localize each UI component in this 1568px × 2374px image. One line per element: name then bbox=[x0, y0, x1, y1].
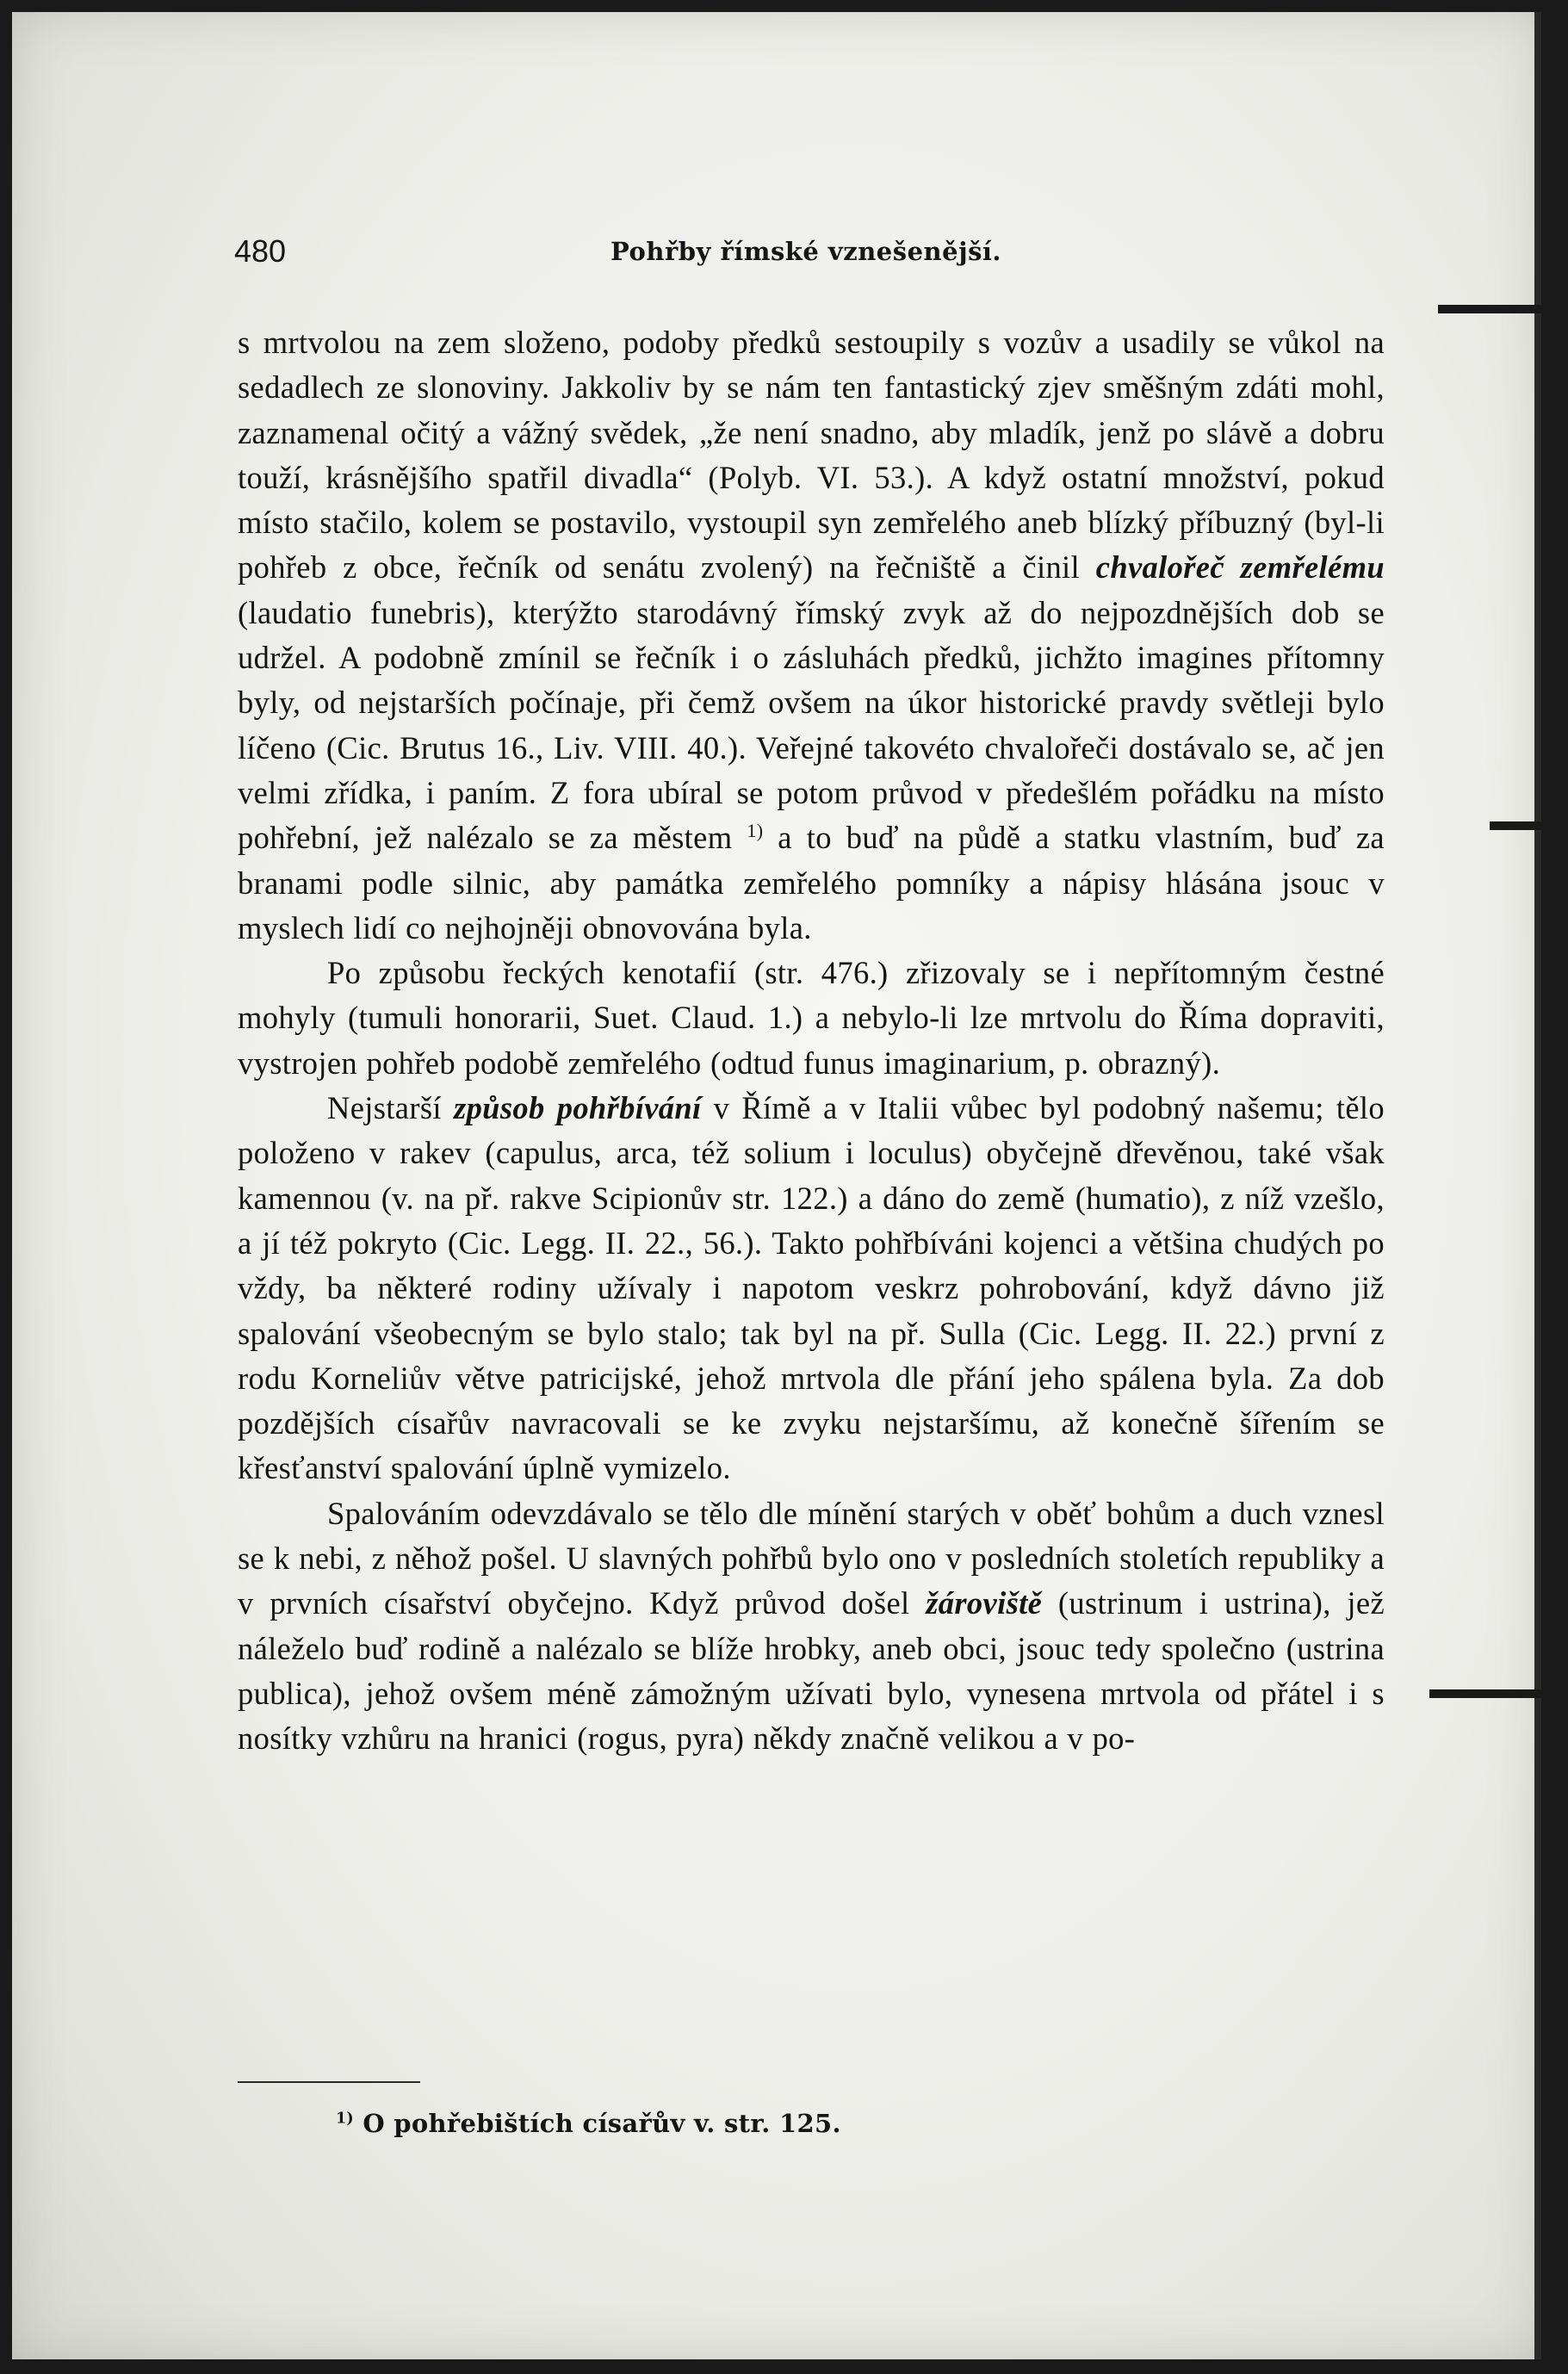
footnote-text: O pohřebištích císařův v. str. 125. bbox=[353, 2109, 841, 2138]
footnote bbox=[336, 2104, 841, 2142]
body-text bbox=[238, 320, 1385, 1762]
edge-mark bbox=[1490, 821, 1541, 830]
paragraph-1 bbox=[238, 320, 1385, 951]
paragraph-2 bbox=[238, 951, 1385, 1086]
edge-mark bbox=[1429, 1689, 1541, 1698]
footnote-rule bbox=[238, 2081, 420, 2083]
page-number: 480 bbox=[234, 233, 287, 269]
page-edge-shadow bbox=[1534, 12, 1541, 2359]
edge-mark bbox=[1438, 305, 1541, 313]
paragraph-2-text: Po způsobu řeckých kenotafií (str. 476.) zřizovaly se i nepřítomným čestné mohyly (tumuli honorarii, Suet. Claud. 1.) a nebylo-li lze mrtvolu do Říma dopraviti, vystrojen pohřeb podobě zemřelého (odtud funus imaginarium, p. obrazný). bbox=[238, 955, 1385, 1081]
paragraph-4-emphasis: žároviště bbox=[926, 1585, 1043, 1621]
running-head: Pohřby římské vznešenější. bbox=[610, 237, 1002, 266]
footnote-reference: 1) bbox=[747, 820, 764, 842]
book-page bbox=[12, 12, 1541, 2359]
footnote-mark: 1) bbox=[336, 2110, 354, 2128]
paragraph-4-text: Spalováním odevzdávalo se tělo dle mínění starých v oběť bohům a duch vznesl se k nebi, z něhož pošel. U slavných pohřbů bylo ono v posledních stoletích republiky a v prvních císařství obyčejno. Když průvod došel bbox=[238, 1495, 1385, 1621]
paragraph-1-text-end: a to buď na půdě a statku vlastním, buď za branami podle silnic, aby památka zemřelého pomníky a nápisy hlásána jsouc v myslech lidí co nejhojněji obnovována byla. bbox=[238, 820, 1385, 945]
paragraph-1-text: s mrtvolou na zem složeno, podoby předků sestoupily s vozův a usadily se vůkol na sedadlech ze slonoviny. Jakkoliv by se nám ten fantastický zjev směšným zdáti mohl, zaznamenal očitý a vážný svědek, „že není snadno, aby mladík, jenž po slávě a dobru touží, krásnějšího spatřil divadla“ (Polyb. VI. 53.). A když ostatní množství, pokud místo stačilo, kolem se postavilo, vystoupil syn zemřelého aneb blízký příbuzný (byl-li pohřeb z obce, řečník od senátu zvolený) na řečniště a činil bbox=[238, 325, 1385, 586]
paragraph-1-text-cont: (laudatio funebris), kterýžto starodávný římský zvyk až do nejpozdnějších dob se udržel. A podobně zmínil se řečník i o zásluhách předků, jichžto imagines přítomny byly, od nejstarších počínaje, při čemž ovšem na úkor historické pravdy světleji bylo líčeno (Cic. Brutus 16., Liv. VIII. 40.). Veřejné takovéto chvalořeči dostávalo se, ač jen velmi zřídka, i paním. Z fora ubíral se potom průvod v předešlém pořádku na místo pohřební, jež nalézalo se za městem bbox=[238, 594, 1385, 856]
paragraph-3-text: Nejstarší bbox=[327, 1090, 455, 1126]
page-header bbox=[219, 234, 1381, 269]
paragraph-1-emphasis: chvalořeč zemřelému bbox=[1095, 549, 1385, 586]
paragraph-3-emphasis: způsob pohřbívání bbox=[454, 1090, 702, 1126]
paragraph-3 bbox=[238, 1086, 1385, 1491]
paragraph-4 bbox=[238, 1491, 1385, 1762]
paragraph-3-text-cont: v Římě a v Italii vůbec byl podobný našemu; tělo položeno v rakev (capulus, arca, též solium i loculus) obyčejně dřevěnou, také však kamennou (v. na př. rakve Scipionův str. 122.) a dáno do země (humatio), z níž vzešlo, a jí též pokryto (Cic. Legg. II. 22., 56.). Takto pohřbíváni kojenci a většina chudých po vždy, ba některé rodiny užívaly i napotom veskrz pohrobování, když dávno již spalování všeobecným se bylo stalo; tak byl na př. Sulla (Cic. Legg. II. 22.) první z rodu Korneliův větve patricijské, jehož mrtvola dle přání jeho spálena byla. Za dob pozdějších císařův navracovali se ke zvyku nejstaršímu, až konečně šířením se křesťanství spalování úplně vymizelo. bbox=[238, 1090, 1385, 1486]
paragraph-4-text-cont: (ustrinum i ustrina), jež náleželo buď rodině a nalézalo se blíže hrobky, aneb obci, jsouc tedy společno (ustrina publica), jehož ovšem méně zámožným užívati bylo, vynesena mrtvola od přátel i s nosítky vzhůru na hranici (rogus, pyra) někdy značně velikou a v po- bbox=[238, 1585, 1385, 1757]
